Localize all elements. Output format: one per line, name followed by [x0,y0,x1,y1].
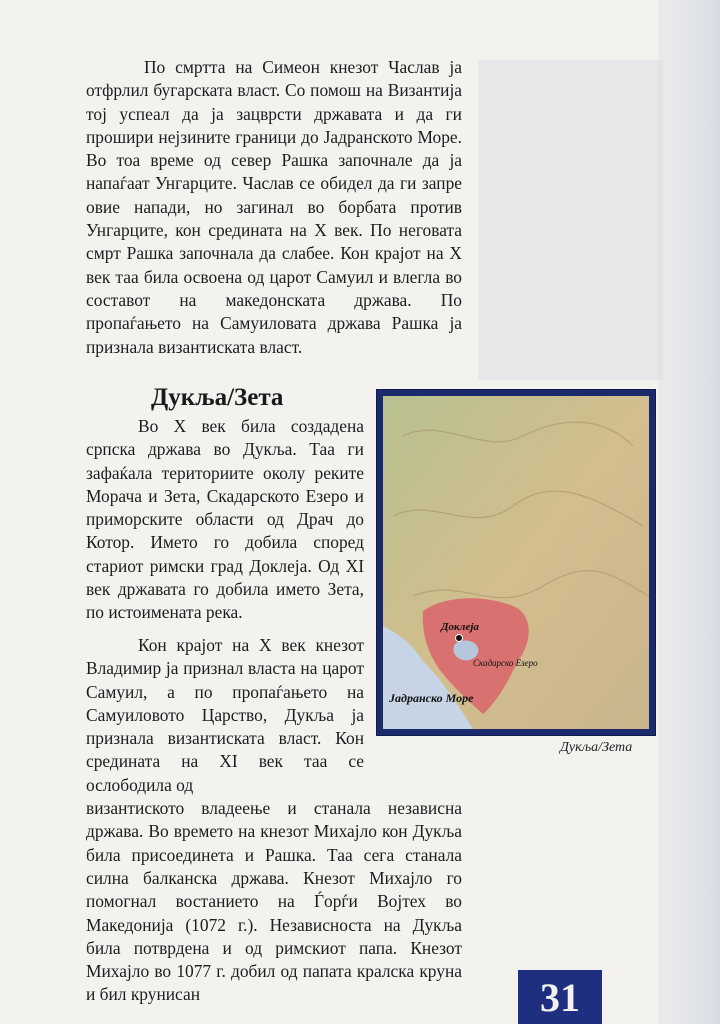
map-city-dot [456,635,463,642]
page-number-box [518,970,602,1024]
map-city-label: Доклеја [441,621,479,633]
paragraph-bottom-text-a: Кон крајот на X век кнезот Владимир ја признал власта на царот Самуил, а по пропаѓањето на Самуиловото Царство, Дукља ја признала византиската власт. Кон средината на XI век таа се ослободила од [86,635,364,795]
paragraph-top-text: По смртта на Симеон кнезот Часлав ја отфрлил бугарската власт. Со помош на Византија тој успеал да ја зацврсти државата и да ги прошири нејзините граници до Јадранското Море. Во тоа време од север Рашка започнале да ја напаѓаат Унгарците. Часлав се обидел да ги запре овие напади, но загинал во борбата против Унгарците, кон средината на X век. По неговата смрт Рашка започнала да слабее. Кон крајот на X век таа била освоена од царот Самуил и влегла во составот на македонската држава. По пропаѓањето на Самуиловата држава Рашка ја признала византиската власт. [86,57,462,357]
paragraph-duklja-text: Во X век била создадена српска држава во Дукља. Таа ги зафаќала териториите околу реките Морача и Зета, Скадарското Езеро и приморските области од Драч до Котор. Името го добила според стариот римски град Доклеја. Од XI век државата го добила името Зета, по истоимената река. [86,416,364,623]
map-caption: Дукља/Зета [560,740,633,755]
page-edge [658,0,720,1024]
map-sea-label: Јадранско Море [389,691,474,705]
page-number: 31 [540,975,580,1020]
paragraph-top [86,56,462,359]
map-figure [377,390,655,735]
bleed-through [478,60,663,380]
map-lake-label: Скадарско Езеро [473,658,538,668]
map-image [383,396,649,729]
paragraph-duklja [86,415,364,625]
paragraph-bottom-narrow [86,634,364,797]
section-heading: Дукља/Зета [151,384,284,411]
paragraph-bottom-text-b: византиското владеење и станала независна држава. Во времето на кнезот Михајло кон Дукља била присоединета и Рашка. Таа сега станала силна балканска држава. Кнезот Михајло го помогнал востанието на Ѓорѓи Војтех во Македонија (1072 г.). Независноста на Дукља била потврдена и од римскиот папа. Кнезот Михајло во 1077 г. добил од папата кралска круна и бил крунисан [86,798,462,1005]
